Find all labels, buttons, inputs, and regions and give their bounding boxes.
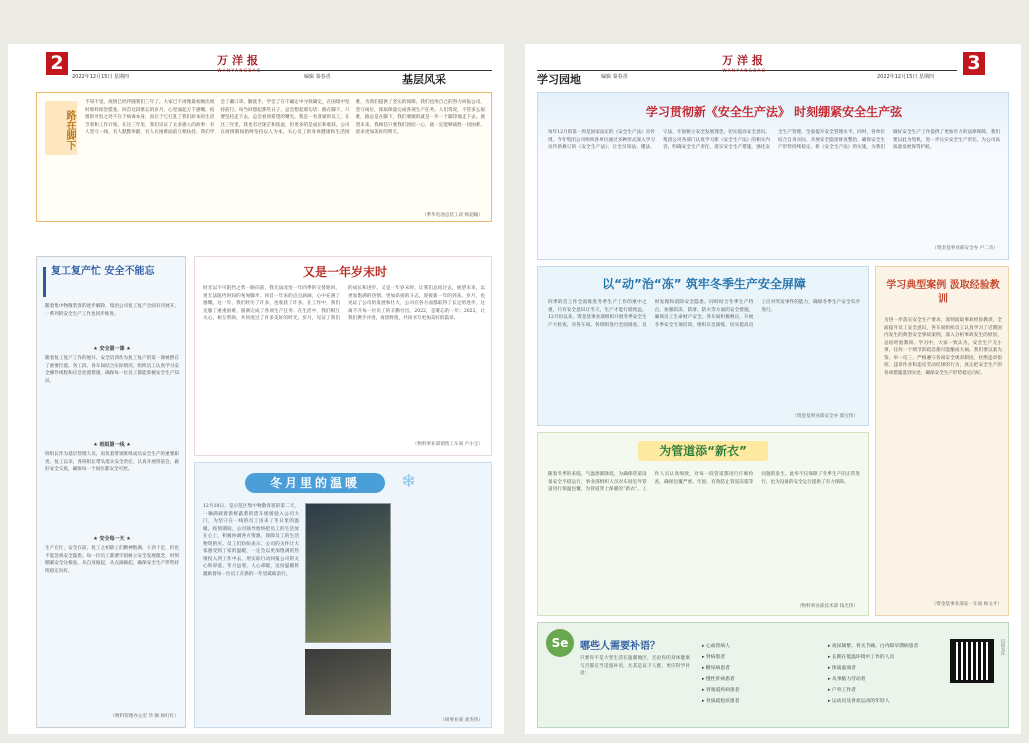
list-item: ▸ 体质虚弱者 — [828, 666, 856, 671]
article-safety-law — [537, 92, 1009, 260]
winter-photo-1 — [305, 503, 391, 643]
article-pipe-coat — [537, 432, 869, 616]
article-year-end-body: 时光以不可阻挡之势一路向前，我无法改变一年四季的交替轮回，更无法阻挡时间的匆匆脚步。回首一年来的点点滴滴，心中充满了感慨。这一年，我们经历了许多，也收获了许多。在工作中，我们克服了重重困难，圆满完成了各项生产任务；在生活中，我们相互关心，相互帮助，共同度过了许多美好的时光。岁月，见证了我们的成长和进步。又是一年岁末时，让我们总结过去，展望未来，以更加饱满的热情、更加昂扬的斗志，迎接新一年的到来。岁月，也见证了公司的发展和壮大，公司在各方面都取得了长足的进步，这离不开每一位员工的辛勤付出。2022，是难忘的一年；2023，让我们携手并进，再创辉煌，共同书写更加美好的篇章。 — [203, 286, 485, 321]
article-winter-warmth — [194, 462, 492, 728]
list-item: ▸ 运动员及喜欢运动的年轻人 — [828, 699, 890, 704]
health-tip-title: 哪些人需要补语？ — [580, 641, 660, 652]
article-winter-production — [537, 266, 869, 426]
article-pipe-coat-title: 为管道添“新衣” — [638, 441, 768, 461]
masthead-bar — [72, 52, 492, 86]
list-item: ▸ 长期在低温环境中工作的人员 — [828, 655, 895, 660]
health-tip-list-2 — [828, 641, 948, 707]
essay-title: 路在脚下 — [45, 101, 77, 155]
article-resume-byline: （物料管理办公室 华 刚 杨红红） — [110, 714, 179, 719]
winter-photo-2 — [305, 649, 391, 715]
article-pipe-coat-byline: （物料事业部技术部 钱光伟） — [796, 604, 858, 609]
article-year-end-byline: （物料事业部销售工车间 卢小宝） — [412, 442, 483, 447]
article-winter-title: 冬月里的温暖 — [245, 473, 385, 493]
editor-label: 编辑 — [304, 74, 315, 80]
article-resume-safety — [36, 256, 186, 728]
article-year-end-title: 又是一年岁末时 — [302, 265, 387, 279]
article-resume-h3: ★ 安全每一天 ★ — [93, 536, 131, 542]
section-title-right: 学习园地 — [537, 73, 581, 86]
article-case-study-title: 学习典型案例 汲取经验教训 — [886, 280, 1000, 305]
issue-date-right: 2022年12月15日 — [877, 74, 918, 80]
snowflake-icon: ❄ — [401, 471, 417, 492]
article-safety-law-body: 每年12月的第一周是国家法定的《安全生产法》宣传周。今年集团公司组织各单位通过多种形式深入学习宣传新修订的《安全生产法》，让全员知法、懂法、守法，牢固树立安全发展理念，切实提高安全意识。集团公司各部门认真学习新《安全生产法》的相关内容，明确安全生产责任，落实安全生产措施，强化安全生产管理，全面提升安全管理水平。同时，各单位结合自身实际，开展安全隐患排查整治，确保安全生产形势持续稳定。新《安全生产法》的实施，为我们做好安全生产工作提供了更加有力的法律保障，我们要以此为契机，进一步压实安全生产责任，为公司高质量发展保驾护航。 — [548, 130, 1000, 150]
article-winter-production-body: 四季的首工作全面推进冬季生产工作的重中之重，只有安全意识让冬天，生产才能行稳致远。12月份以来，资金基事业部组织开展冬季安全生产大检查，对各车间、各班组进行全面排查，及时发现和消除安全隐患。同时结合冬季生产特点，加强防冻、防滑、防火等方面的安全措施，确保员工生命财产安全。各车间积极响应，开展冬季安全专项培训，组织应急演练，切实提高员工应对突发事件的能力，确保冬季生产安全有序进行。 — [548, 300, 860, 328]
article-resume-h1: ★ 安全第一课 ★ — [93, 346, 131, 352]
left-page — [8, 44, 504, 734]
section-title: 基层风采 — [402, 73, 446, 86]
issue-date: 2022年12月15日 — [72, 74, 113, 80]
qr-code-icon — [950, 639, 994, 683]
editor-name-right: 秦春香 — [612, 74, 628, 80]
editor-name: 秦春香 — [315, 74, 331, 80]
masthead-logo-sub: WANYANGBAO — [217, 68, 262, 73]
health-tip-list-1 — [702, 641, 822, 707]
list-item: ▸ 骨质疏松症患者 — [702, 699, 740, 704]
article-resume-p2: 随着复工复产工作的展开，安全培训作为复工复产的第一课被摆在了重要位置。各工段、各车间结合实际情况，组织员工认真学习安全操作规程和应急处置措施，确保每一位员工都能掌握安全生产知识。 — [45, 356, 179, 384]
right-page — [525, 44, 1021, 734]
essay-byline: （季华电池总装工段 杨超翰） — [421, 213, 483, 218]
list-item: ▸ 夜尿频繁、骨关节痛、白内障早期病患者 — [828, 644, 919, 649]
article-year-end — [194, 256, 492, 456]
article-winter-body-cont — [397, 503, 485, 703]
health-tip-intro: 只要你不是大型生活在温暖地区，无论你的身体健康与否都应当适量补语，尤其是以下人群，更应科学补语： — [580, 656, 690, 676]
se-badge-icon: Se — [546, 629, 574, 657]
article-resume-h2: ★ 班组第一线 ★ — [93, 442, 131, 448]
masthead-logo-sub-right: WANYANGBAO — [722, 68, 767, 73]
weekday: 星期四 — [114, 74, 130, 80]
article-case-study — [875, 266, 1009, 616]
health-tip-box — [537, 622, 1009, 728]
page-number: 2 — [46, 52, 68, 75]
list-item: ▸ 慢性肝病患者 — [702, 677, 735, 682]
masthead-logo-right: 万洋报 — [722, 54, 767, 67]
list-item: ▸ 心血管病人 — [702, 644, 730, 649]
article-resume-title: 复工复产忙 安全不能忘 — [51, 266, 155, 277]
article-winter-production-byline: （资金基事业部安全办 邵宝伟） — [792, 414, 858, 419]
page-number-right: 3 — [963, 52, 985, 75]
masthead-bar-right — [537, 52, 957, 86]
qr-caption: 扫码关注 — [1001, 639, 1006, 655]
list-item: ▸ 肾病患者 — [702, 655, 726, 660]
article-winter-production-title: 以“动”治“冻” 筑牢冬季生产安全屏障 — [602, 277, 806, 291]
article-winter-byline: （研事业部 刘杰伟） — [440, 718, 483, 723]
article-resume-p3: 班组长作为基层管理人员，肩负着带领班组成员安全生产的重要职责。复工以来，各班组长带头落实安全责任，认真开展班前会，做好安全交底，确保每一个岗位都安全可控。 — [45, 452, 179, 472]
article-winter-body: 12月10日，是示范区集中物散客客的第二天，一辆满载着新鲜蔬菜的货车缓缓驶入公司大门，为坚守在一线的员工送来了冬日里的温暖。疫情期间，公司领导始终把员工的生活放在心上，积极协调各方资源，保障员工的生活物资供应。员工们纷纷表示，公司的关怀让大家感受到了家的温暖，一定会以更加饱满的热情投入到工作中去，用实际行动回报公司的关心和厚爱。冬月虽寒，人心却暖，这份温暖将激励着每一位员工在新的一年里砥砺前行。 — [203, 504, 299, 577]
article-case-study-body: 为进一步落实安全生产要求，深刻汲取事故经验教训，全面提升员工安全意识，各车间组织员工认真学习了近期国内发生的典型安全事故案例，深入分析事故发生的原因，总结经验教训。学习中，大家一致认为，安全生产无小事，任何一个细节的疏忽都可能酿成大祸。我们要以案为鉴，举一反三，严格遵守各项安全规章制度，杜绝违章指挥、违章作业和违反劳动纪律的行为，真正把安全生产的各项措施落到实处，确保安全生产形势稳定向好。 — [884, 318, 1002, 376]
list-item: ▸ 户外工作者 — [828, 688, 856, 693]
masthead-logo: 万洋报 — [217, 54, 262, 67]
editor-label-right: 编辑 — [601, 74, 612, 80]
list-item: ▸ 从事脑力劳动者 — [828, 677, 866, 682]
list-item: ▸ 糖尿病患者 — [702, 666, 730, 671]
article-pipe-coat-body: 随着冬季的来临，气温逐渐降低，为确保管道设备安全平稳运行，事业部组织人员对车间室外管道进行保温包覆，为管道穿上保暖的“新衣”。工作人员认真细致，对每一段管道都进行仔细检查，确保包覆严密、牢固，有效防止管道冻裂等问题的发生。此举不仅保障了冬季生产的正常进行，也为设备的安全运行提供了有力保障。 — [548, 472, 860, 492]
essay-body: 不知不觉，疫情已经伴随我们三年了。大家已不再像最初刚出现时那样惊恐慌张，回首这段难忘的岁月，心里涌起万千感慨。疫情的可怕之处不在于病毒本身，而在于它打乱了我们原本的生活节奏和工作计划。在这三年里，我们见证了太多感人的故事：有人坚守一线，有人默默奉献，有人在困难面前互相扶持。我们学会了戴口罩、勤洗手，学会了在不确定中寻找确定，在困境中坚持前行。每当回想起那些日子，总会想起那句话：路在脚下，只要坚持走下去，总会看到希望的曙光。我是一名普通的员工，在这三年里，我也有过迷茫和焦虑，但更多的是成长和收获。公司在疫情期间始终坚持以人为本，关心员工的身体健康和生活困难，为我们提供了坚实的保障。我们也用自己的努力回报公司，坚守岗位，保质保量完成各项生产任务。人们常说，不管多么艰难，路总是在脚下，我们要做的就是一步一个脚印地走下去。展望未来，我相信只要我们团结一心，就一定能够战胜一切困难，迎来更加美好的明天。 — [85, 100, 485, 135]
essay-box — [36, 92, 492, 222]
article-safety-law-byline: （资金基事业部安全办 卢二奇） — [932, 246, 998, 251]
article-safety-law-title: 学习贯彻新《安全生产法》 时刻绷紧安全生产弦 — [645, 105, 903, 119]
list-item: ▸ 胃肠道疾病患者 — [702, 688, 740, 693]
weekday-right: 星期四 — [919, 74, 935, 80]
article-resume-p1: 随着集中物散装客的逐步解除，集团公司复工复产全面有序展开。一系列的安全生产工作也同步推进。 — [45, 304, 179, 317]
article-case-study-byline: （资金基事业部安一车间 杨文才） — [931, 602, 1002, 607]
article-resume-p4: 生产在忙，安全在前。复工之初职工们精神饱满，干劲十足，但也不能忽视安全隐患。每一位员工都要牢固树立安全发展理念，时刻绷紧安全这根弦，从自身做起，从点滴做起，确保安全生产形势持续稳定向好。 — [45, 546, 179, 574]
